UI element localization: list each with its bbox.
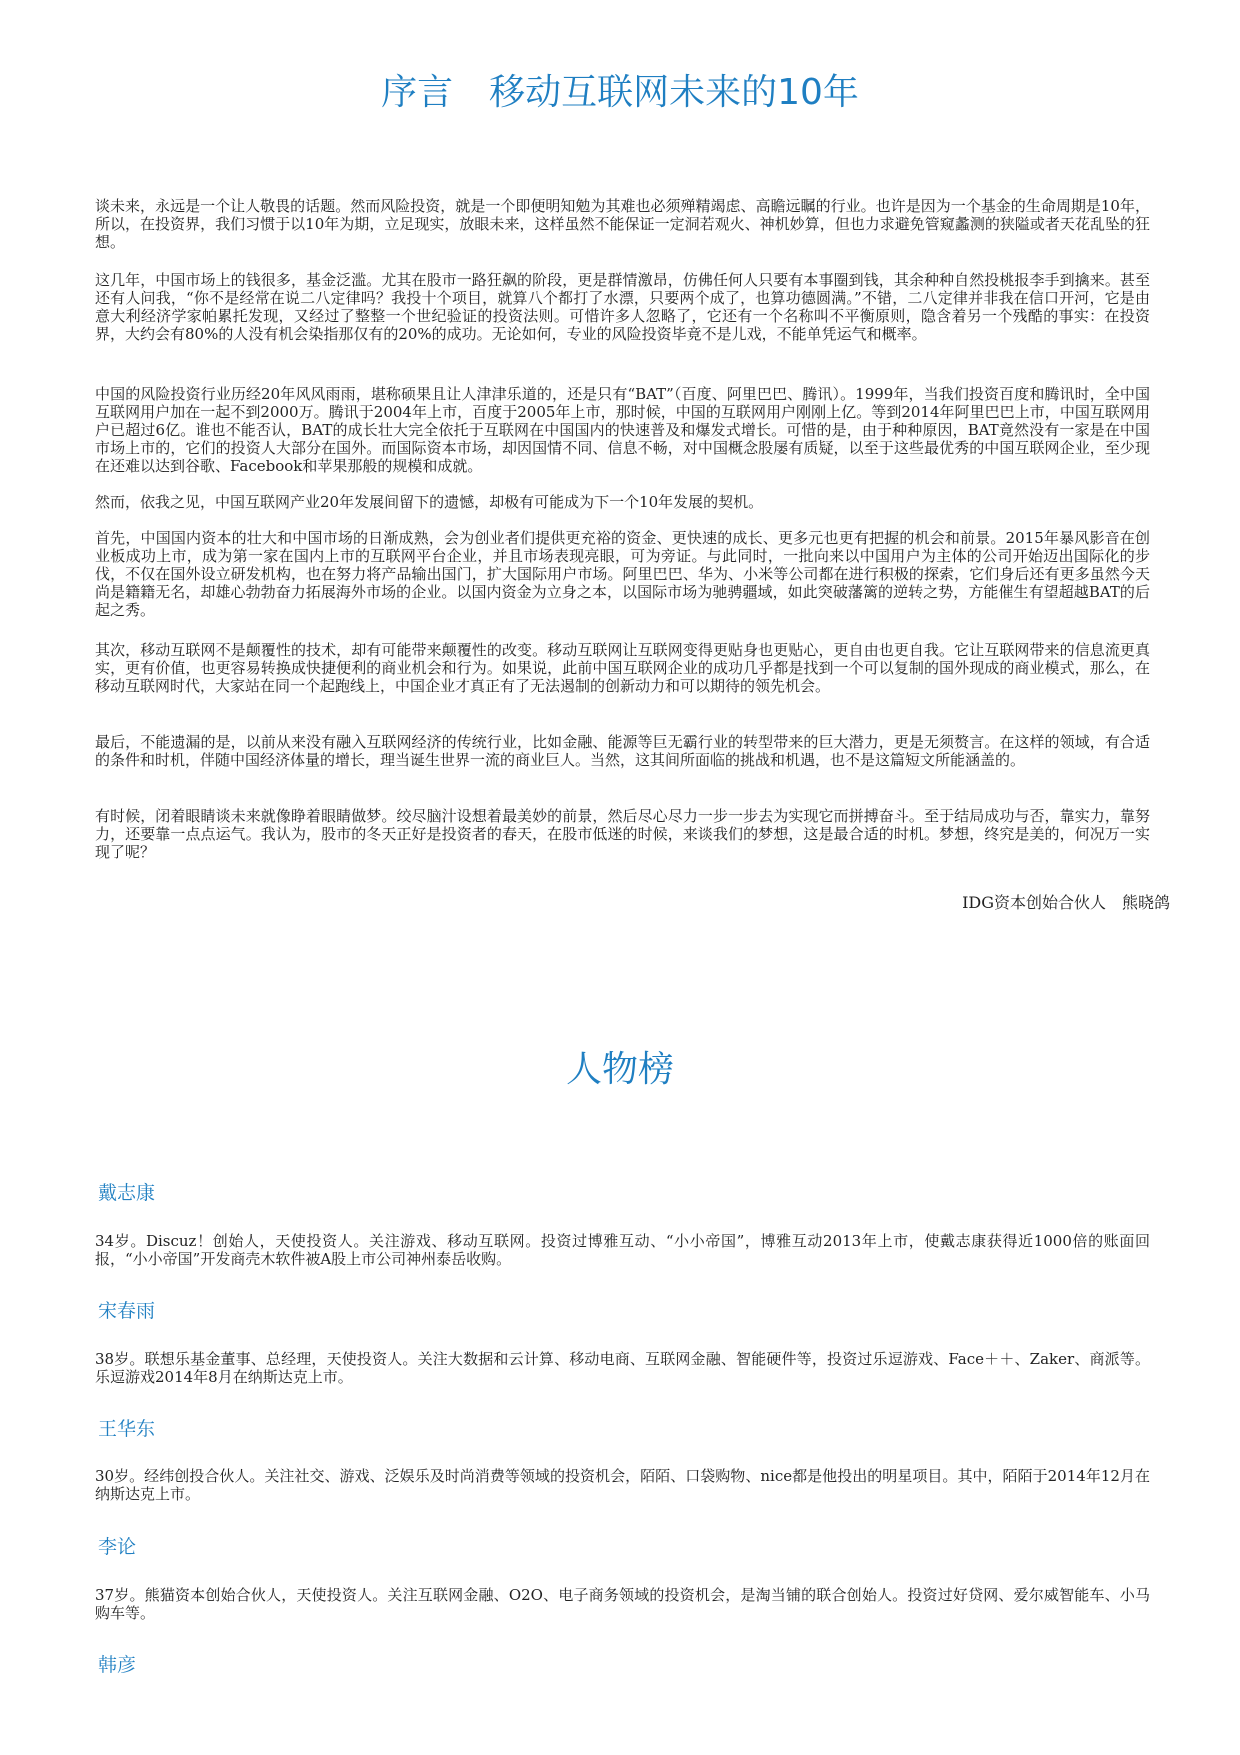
person-description: 34岁。Discuz！创始人，天使投资人。关注游戏、移动互联网。投资过博雅互动、“小小帝国”，博雅互动2013年上市，使戴志康获得近1000倍的账面回报，“小小帝国”开发商壳木软件被A股上市公司神州泰岳收购。	[95, 1232, 1150, 1268]
person-name: 宋春雨	[98, 1300, 156, 1322]
paragraph: 这几年，中国市场上的钱很多，基金泛滥。尤其在股市一路狂飙的阶段，更是群情激昂，仿佛任何人只要有本事圈到钱，其余种种自然投桃报李手到擒来。甚至还有人问我，“你不是经常在说二八定律吗？我投十个项目，就算八个都打了水漂，只要两个成了，也算功德圆满。”不错，二八定律并非我在信口开河，它是由意大利经济学家帕累托发现，又经过了整整一个世纪验证的投资法则。可惜许多人忽略了，它还有一个名称叫不平衡原则，隐含着另一个残酷的事实：在投资界，大约会有80%的人没有机会染指那仅有的20%的成功。无论如何，专业的风险投资毕竟不是儿戏，不能单凭运气和概率。	[95, 271, 1150, 343]
paragraph: 然而，依我之见，中国互联网产业20年发展间留下的遗憾，却极有可能成为下一个10年发展的契机。	[95, 493, 764, 511]
paragraph: 首先，中国国内资本的壮大和中国市场的日渐成熟，会为创业者们提供更充裕的资金、更快速的成长、更多元也更有把握的机会和前景。2015年暴风影音在创业板成功上市，成为第一家在国内上市的互联网平台企业，并且市场表现亮眼，可为旁证。与此同时，一批向来以中国用户为主体的公司开始迈出国际化的步伐，不仅在国外设立研发机构，也在努力将产品输出国门，扩大国际用户市场。阿里巴巴、华为、小米等公司都在进行积极的探索，它们身后还有更多虽然今天尚是籍籍无名，却雄心勃勃奋力拓展海外市场的企业。以国内资金为立身之本，以国际市场为驰骋疆域，如此突破藩篱的逆转之势，方能催生有望超越BAT的后起之秀。	[95, 529, 1150, 619]
person-name: 戴志康	[98, 1182, 156, 1204]
person-description: 30岁。经纬创投合伙人。关注社交、游戏、泛娱乐及时尚消费等领域的投资机会，陌陌、口袋购物、nice都是他投出的明星项目。其中，陌陌于2014年12月在纳斯达克上市。	[95, 1467, 1150, 1503]
signature: IDG资本创始合伙人 熊晓鸽	[962, 893, 1170, 912]
person-name: 李论	[98, 1536, 137, 1558]
person-description: 38岁。联想乐基金董事、总经理，天使投资人。关注大数据和云计算、移动电商、互联网金融、智能硬件等，投资过乐逗游戏、Face＋＋、Zaker、商派等。乐逗游戏2014年8月在纳斯达克上市。	[95, 1350, 1150, 1386]
paragraph: 有时候，闭着眼睛谈未来就像睁着眼睛做梦。绞尽脑汁设想着最美妙的前景，然后尽心尽力一步一步去为实现它而拼搏奋斗。至于结局成功与否，靠实力，靠努力，还要靠一点点运气。我认为，股市的冬天正好是投资者的春天，在股市低迷的时候，来谈我们的梦想，这是最合适的时机。梦想，终究是美的，何况万一实现了呢？	[95, 807, 1150, 861]
paragraph: 中国的风险投资行业历经20年风风雨雨，堪称硕果且让人津津乐道的，还是只有“BAT”（百度、阿里巴巴、腾讯）。1999年，当我们投资百度和腾讯时，全中国互联网用户加在一起不到2000万。腾讯于2004年上市，百度于2005年上市，那时候，中国的互联网用户刚刚上亿。等到2014年阿里巴巴上市，中国互联网用户已超过6亿。谁也不能否认，BAT的成长壮大完全依托于互联网在中国国内的快速普及和爆发式增长。可惜的是，由于种种原因，BAT竟然没有一家是在中国市场上市的，它们的投资人大部分在国外。而国际资本市场，却因国情不同、信息不畅，对中国概念股屡有质疑，以至于这些最优秀的中国互联网企业，至少现在还难以达到谷歌、Facebook和苹果那般的规模和成就。	[95, 385, 1150, 475]
page-title: 序言 移动互联网未来的10年	[381, 72, 859, 113]
person-name: 韩彦	[98, 1654, 137, 1676]
paragraph: 其次，移动互联网不是颠覆性的技术，却有可能带来颠覆性的改变。移动互联网让互联网变得更贴身也更贴心，更自由也更自我。它让互联网带来的信息流更真实，更有价值，也更容易转换成快捷便利的商业机会和行为。如果说，此前中国互联网企业的成功几乎都是找到一个可以复制的国外现成的商业模式，那么，在移动互联网时代，大家站在同一个起跑线上，中国企业才真正有了无法遏制的创新动力和可以期待的领先机会。	[95, 641, 1150, 695]
section-title: 人物榜	[565, 1049, 674, 1090]
person-name: 王华东	[98, 1418, 156, 1440]
paragraph: 最后，不能遗漏的是，以前从来没有融入互联网经济的传统行业，比如金融、能源等巨无霸行业的转型带来的巨大潜力，更是无须赘言。在这样的领域，有合适的条件和时机，伴随中国经济体量的增长，理当诞生世界一流的商业巨人。当然，这其间所面临的挑战和机遇，也不是这篇短文所能涵盖的。	[95, 733, 1150, 769]
paragraph: 谈未来，永远是一个让人敬畏的话题。然而风险投资，就是一个即便明知勉为其难也必须殚精竭虑、高瞻远瞩的行业。也许是因为一个基金的生命周期是10年，所以，在投资界，我们习惯于以10年为期，立足现实，放眼未来，这样虽然不能保证一定洞若观火、神机妙算，但也力求避免管窥蠡测的狭隘或者天花乱坠的狂想。	[95, 197, 1150, 251]
person-description: 37岁。熊猫资本创始合伙人，天使投资人。关注互联网金融、O2O、电子商务领域的投资机会，是淘当铺的联合创始人。投资过好贷网、爱尔威智能车、小马购车等。	[95, 1586, 1150, 1622]
